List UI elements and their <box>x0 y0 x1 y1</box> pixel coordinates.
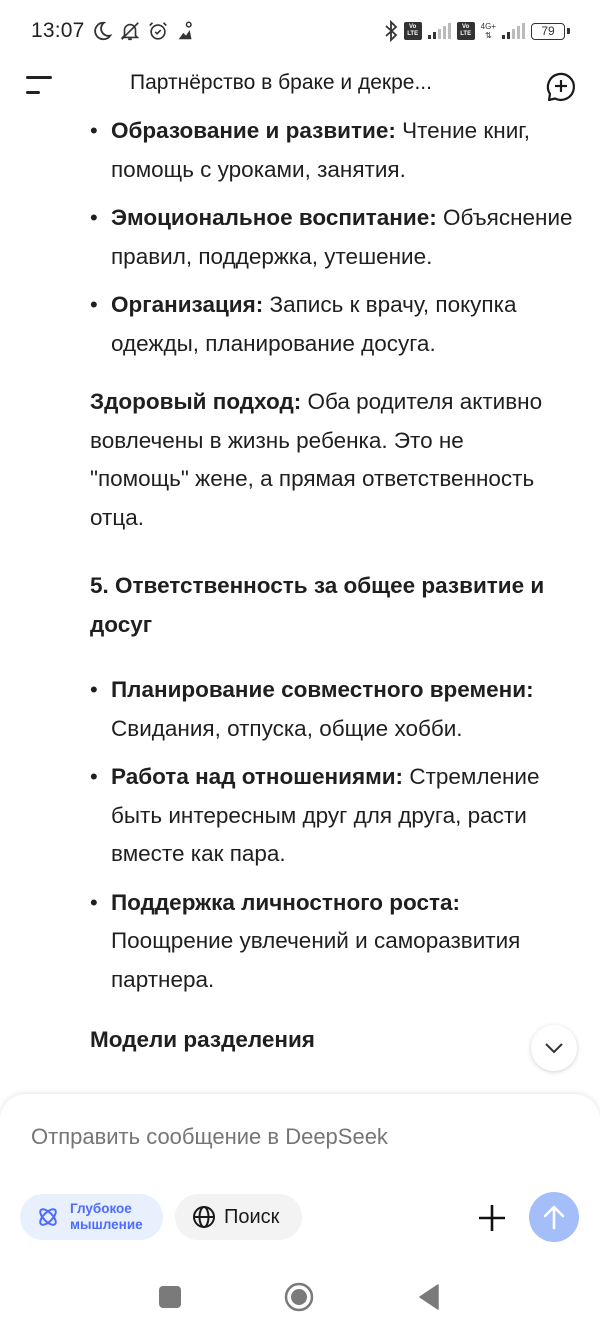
atom-icon <box>36 1205 60 1229</box>
status-left <box>31 19 197 43</box>
scroll-down-button[interactable] <box>531 1025 577 1071</box>
moon-icon <box>91 20 113 42</box>
menu-line-long <box>26 76 52 79</box>
deep-think-toggle[interactable] <box>20 1194 163 1240</box>
search-toggle[interactable] <box>175 1194 302 1240</box>
section-heading: 5. Ответственность за общее развитие и досуг <box>90 573 545 637</box>
message-input[interactable] <box>31 1124 571 1150</box>
cut-off-heading: Модели разделения <box>90 1027 315 1052</box>
home-button[interactable] <box>284 1282 314 1312</box>
para-text: Оба родителя активно вовлечены в жизнь ребенка. Это не "помощь" жене, а прямая ответственность отца. <box>90 389 543 530</box>
item-bold: Образование и развитие: <box>111 118 396 143</box>
plus-icon[interactable] <box>476 1202 508 1234</box>
list-item <box>90 199 578 276</box>
bluetooth-icon <box>384 20 398 42</box>
data-arrows-icon: ⇅ <box>484 31 492 40</box>
volte-top: Vo <box>462 24 470 30</box>
volte-icon <box>404 22 422 40</box>
network-type-label: 4G+ <box>480 22 496 31</box>
item-text: Поощрение увлечений и саморазвития партнера. <box>111 928 521 992</box>
list-item <box>90 112 578 189</box>
app-header <box>0 62 600 108</box>
bullet-list-childcare <box>0 112 600 363</box>
menu-icon[interactable] <box>24 72 54 98</box>
signal-4g-icon <box>502 23 525 39</box>
healthy-approach-paragraph <box>0 383 600 537</box>
volte-icon-2 <box>457 22 475 40</box>
location-icon <box>175 20 197 42</box>
bullet-list-development <box>0 671 600 999</box>
item-text: Стремление быть интересным друг для друга, расти вместе как пара. <box>111 764 540 866</box>
list-item <box>90 884 578 1000</box>
item-bold: Организация: <box>111 292 264 317</box>
status-right <box>384 20 570 42</box>
signal-icon <box>428 23 451 39</box>
battery-icon <box>531 23 570 40</box>
item-text: Свидания, отпуска, общие хобби. <box>111 715 463 741</box>
list-item <box>90 286 578 363</box>
alarm-icon <box>147 20 169 42</box>
item-bold: Поддержка личностного роста: <box>111 889 461 915</box>
system-nav-bar <box>0 1266 600 1332</box>
item-bold: Работа над отношениями: <box>111 764 404 789</box>
chat-title[interactable]: Партнёрство в браке и декре... <box>130 71 432 94</box>
list-item <box>90 671 578 748</box>
menu-line-short <box>26 91 40 94</box>
arrow-up-icon <box>542 1204 566 1230</box>
search-label: Поиск <box>224 1205 280 1228</box>
volte-bottom: LTE <box>407 31 419 37</box>
chat-content[interactable] <box>0 108 600 1108</box>
globe-icon <box>192 1205 216 1229</box>
list-item <box>90 758 578 874</box>
back-button[interactable] <box>418 1284 440 1310</box>
status-time: 13:07 <box>31 19 85 42</box>
battery-tip <box>567 28 570 34</box>
item-text: Объяснение правил, поддержка, утешение. <box>111 205 573 269</box>
network-type <box>481 22 496 40</box>
recent-apps-button[interactable] <box>159 1286 181 1308</box>
volte-bottom: LTE <box>460 31 472 37</box>
chevron-down-icon <box>543 1041 565 1055</box>
mute-icon <box>119 20 141 42</box>
deep-think-label: Глубокое мышление <box>70 1201 143 1232</box>
send-button[interactable] <box>529 1192 579 1242</box>
status-bar <box>0 0 600 62</box>
item-bold: Планирование совместного времени: <box>111 677 534 702</box>
item-text: Чтение книг, помощь с уроками, занятия. <box>111 118 530 182</box>
item-bold: Эмоциональное воспитание: <box>111 205 437 230</box>
para-bold: Здоровый подход: <box>90 389 302 414</box>
new-chat-icon[interactable] <box>544 69 578 103</box>
battery-level: 79 <box>531 23 565 40</box>
item-text: Запись к врачу, покупка одежды, планирование досуга. <box>111 292 517 356</box>
volte-top: Vo <box>409 24 417 30</box>
